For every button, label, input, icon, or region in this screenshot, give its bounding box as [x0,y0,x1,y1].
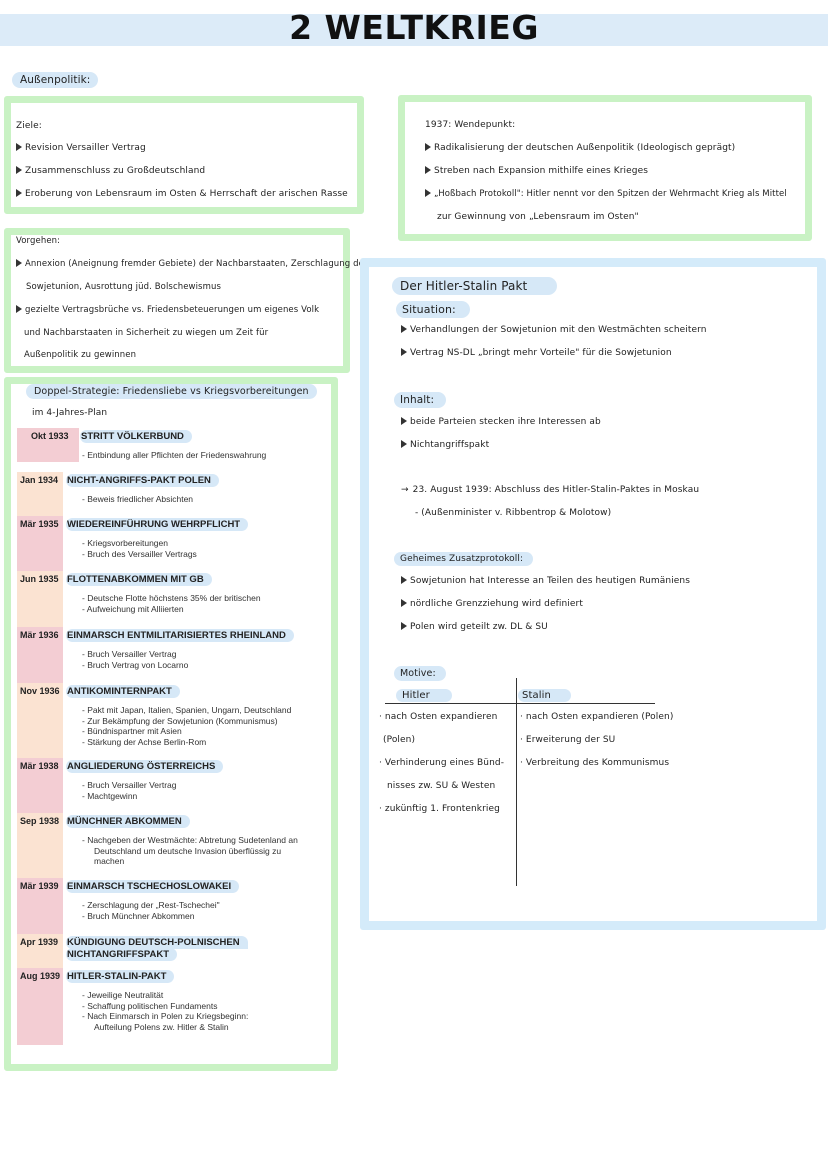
timeline-detail-line: - Nachgeben der Westmächte: Abtretung Sudetenland an [82,835,298,845]
hitler-motive: (Polen) [383,735,416,745]
arrow-right-icon: → [401,485,409,495]
timeline-detail-line: - Kriegsvorbereitungen [82,538,168,548]
situation-item: Verhandlungen der Sowjetunion mit den Westmächten scheitern [401,325,707,335]
timeline-detail-line: - Bruch Versailler Vertrag [82,649,177,659]
wendepunkt-item: „Hoßbach Protokoll": Hitler nennt vor den Spitzen der Wehrmacht Krieg als Mittel [425,189,787,199]
inhalt-label: Inhalt: [394,392,446,408]
timeline-detail-line: - Bruch Münchner Abkommen [82,910,195,921]
hitler-motive: · nach Osten expandieren [379,712,498,722]
timeline-date: Mär 1938 [20,761,59,771]
timeline-detail-line: Aufteilung Polens zw. Hitler & Stalin [94,1021,229,1032]
motive-table-divider-vertical [516,678,517,886]
timeline-detail-line: - Bruch Vertrag von Locarno [82,659,189,670]
situation-label: Situation: [396,301,470,318]
timeline-event-title-cont: NICHTANGRIFFSPAKT [66,948,177,961]
timeline-detail-line: - Machtgewinn [82,790,138,801]
timeline-date: Apr 1939 [20,937,59,947]
timeline-event-title: EINMARSCH TSCHECHOSLOWAKEI [66,880,239,893]
timeline-event-details [82,990,248,1032]
timeline-date: Jun 1935 [20,574,59,584]
aussenpolitik-label: Außenpolitik: [12,72,98,88]
timeline-date: Jan 1934 [20,475,59,485]
geheim-item: nördliche Grenzziehung wird definiert [401,599,583,609]
vorgehen-line: und Nachbarstaaten in Sicherheit zu wiegen um Zeit für [24,328,269,338]
timeline-event-title: ANTIKOMINTERNPAKT [66,685,180,698]
ziele-item: Zusammenschluss zu Großdeutschland [16,166,205,176]
timeline-event-title: ANGLIEDERUNG ÖSTERREICHS [66,760,223,773]
triangle-bullet-icon [401,348,407,356]
timeline-detail-line: - Bruch des Versailler Vertrags [82,548,197,559]
wendepunkt-item: Radikalisierung der deutschen Außenpolitik (Ideologisch geprägt) [425,143,735,153]
triangle-bullet-icon [401,622,407,630]
timeline-event-title: EINMARSCH ENTMILITARISIERTES RHEINLAND [66,629,294,642]
timeline-event-title: WIEDEREINFÜHRUNG WEHRPFLICHT [66,518,248,531]
ziele-item: Eroberung von Lebensraum im Osten & Herrschaft der arischen Rasse [16,189,348,199]
stalin-motive: · nach Osten expandieren (Polen) [520,712,674,722]
abschluss-sub: - (Außenminister v. Ribbentrop & Molotow) [415,508,612,518]
timeline-detail-line: - Stärkung der Achse Berlin-Rom [82,736,207,747]
timeline-detail-line: - Nach Einmarsch in Polen zu Kriegsbeginn: [82,1011,249,1021]
timeline-detail-line: - Deutsche Flotte höchstens 35% der britischen [82,593,261,603]
timeline-event-details [82,780,176,801]
ziele-item: Revision Versailler Vertrag [16,143,146,153]
triangle-bullet-icon [16,143,22,151]
hitler-label: Hitler [396,689,452,702]
wendepunkt-heading: 1937: Wendepunkt: [425,120,516,130]
timeline-detail-line: - Entbindung aller Pflichten der Friedenswahrung [82,450,267,460]
page-title: 2 WELTKRIEG [289,8,539,47]
timeline-date: Mär 1935 [20,519,59,529]
timeline-detail-line: - Schaffung politischen Fundaments [82,1000,218,1011]
hitler-motive: · Verhinderung eines Bünd- [379,758,505,768]
timeline-detail-line: - Zur Bekämpfung der Sowjetunion (Kommunismus) [82,715,278,726]
wendepunkt-item-cont: zur Gewinnung von „Lebensraum im Osten" [437,212,639,222]
timeline-detail-line: - Aufweichung mit Alliierten [82,603,184,614]
situation-item: Vertrag NS-DL „bringt mehr Vorteile" für die Sowjetunion [401,348,672,358]
timeline-event-title: KÜNDIGUNG DEUTSCH-POLNISCHEN [66,936,248,949]
timeline-detail-line: - Beweis friedlicher Absichten [82,494,194,504]
pakt-title: Der Hitler-Stalin Pakt [392,277,557,295]
abschluss-line: → 23. August 1939: Abschluss des Hitler-Stalin-Paktes in Moskau [401,485,700,495]
triangle-bullet-icon [16,305,22,313]
timeline-event-details [82,593,261,614]
timeline-event-title: NICHT-ANGRIFFS-PAKT POLEN [66,474,219,487]
triangle-bullet-icon [425,143,431,151]
stalin-motive: · Verbreitung des Kommunismus [520,758,670,768]
timeline-date: Nov 1936 [20,686,60,696]
doppel-heading: Doppel-Strategie: Friedensliebe vs Kriegsvorbereitungen [26,384,317,399]
triangle-bullet-icon [16,259,22,267]
stalin-label: Stalin [518,689,571,702]
timeline-event-details [82,450,266,461]
motive-table-divider-horizontal [385,703,655,704]
timeline-event-details [82,835,298,867]
vorgehen-line: Außenpolitik zu gewinnen [24,350,137,360]
geheim-item: Sowjetunion hat Interesse an Teilen des heutigen Rumäniens [401,576,690,586]
triangle-bullet-icon [401,325,407,333]
timeline-event-details [82,649,188,670]
timeline-event-details [82,705,291,747]
triangle-bullet-icon [16,166,22,174]
timeline-detail-line: - Zerschlagung der „Rest-Tschechei" [82,900,220,910]
vorgehen-line: Annexion (Aneignung fremder Gebiete) der Nachbarstaaten, Zerschlagung der [16,259,368,269]
timeline-detail-line: - Bündnispartner mit Asien [82,726,182,736]
inhalt-item: beide Parteien stecken ihre Interessen ab [401,417,601,427]
timeline-date: Okt 1933 [31,431,69,441]
geheim-label: Geheimes Zusatzprotokoll: [394,552,533,566]
vorgehen-heading: Vorgehen: [16,236,61,246]
triangle-bullet-icon [401,576,407,584]
timeline-detail-line: machen [94,856,125,866]
timeline-detail-line: Deutschland um deutsche Invasion überflüssig zu [94,845,282,856]
stalin-motive: · Erweiterung der SU [520,735,616,745]
inhalt-item: Nichtangriffspakt [401,440,489,450]
motive-label: Motive: [394,666,446,681]
triangle-bullet-icon [425,189,431,197]
timeline-event-title: MÜNCHNER ABKOMMEN [66,815,190,828]
ziele-heading: Ziele: [16,121,42,131]
timeline-date: Mär 1939 [20,881,59,891]
timeline-detail-line: - Jeweilige Neutralität [82,990,164,1000]
timeline-event-details [82,900,220,921]
triangle-bullet-icon [401,599,407,607]
timeline-event-title: HITLER-STALIN-PAKT [66,970,174,983]
timeline-date: Mär 1936 [20,630,59,640]
triangle-bullet-icon [401,417,407,425]
hitler-motive: nisses zw. SU & Westen [387,781,496,791]
hitler-motive: · zukünftig 1. Frontenkrieg [379,804,500,814]
triangle-bullet-icon [425,166,431,174]
geheim-item: Polen wird geteilt zw. DL & SU [401,622,548,632]
vorgehen-line: gezielte Vertragsbrüche vs. Friedensbeteuerungen um eigenes Volk [16,305,319,315]
timeline-detail-line: - Pakt mit Japan, Italien, Spanien, Ungarn, Deutschland [82,705,292,715]
doppel-sub: im 4-Jahres-Plan [32,408,108,418]
timeline-detail-line: - Bruch Versailler Vertrag [82,780,177,790]
pakt-frame [360,258,826,930]
triangle-bullet-icon [401,440,407,448]
triangle-bullet-icon [16,189,22,197]
timeline-date: Aug 1939 [20,971,61,981]
wendepunkt-item: Streben nach Expansion mithilfe eines Krieges [425,166,648,176]
timeline-event-title: FLOTTENABKOMMEN MIT GB [66,573,212,586]
timeline-event-details [82,538,197,559]
vorgehen-line: Sowjetunion, Ausrottung jüd. Bolschewismus [26,282,221,292]
timeline-event-details [82,494,193,505]
timeline-date: Sep 1938 [20,816,60,826]
timeline-event-title: STRITT VÖLKERBUND [80,430,192,443]
